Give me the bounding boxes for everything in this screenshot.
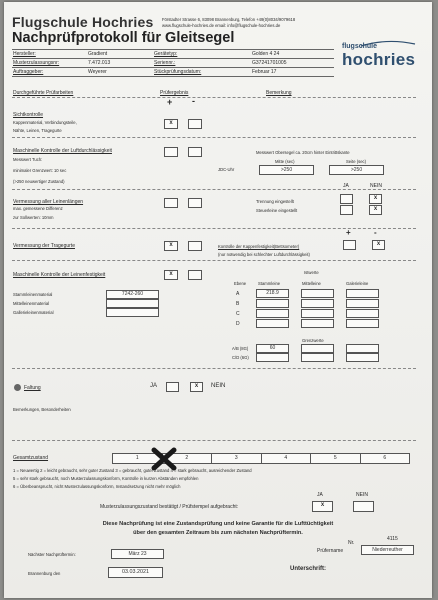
steuerleine-nein-checkbox[interactable]: x <box>369 205 382 215</box>
tragegurte-plus-checkbox[interactable]: x <box>164 241 178 251</box>
sichtkontrolle-line1: Kappenmaterial, Verbindungsteile, <box>13 120 77 125</box>
pruefername-field[interactable]: Niederreuther <box>361 545 414 555</box>
leinenlaengen-line1: max. gemessene Differenz <box>13 206 63 211</box>
ebene-label: Ebene <box>234 281 247 286</box>
faltung-nein-label: NEIN <box>211 383 226 389</box>
d-mittelleine-field[interactable] <box>301 319 334 328</box>
stammleine-col: Stammleine <box>258 281 281 286</box>
level-a: A <box>236 291 240 297</box>
b-stammleine-field[interactable] <box>256 299 289 308</box>
istwerte-label: Istwerte <box>304 270 319 275</box>
bemerkungen-label: Bemerkungen, Besonderheiten <box>13 407 71 412</box>
kontrolle-label: Kontrolle der Kappenfestigkeit(Bettsometer) <box>218 244 300 249</box>
mittelleinen-label: Mittelleinenmaterial <box>13 301 50 306</box>
gesamtzustand-heading: Gesamtzustand <box>13 455 49 461</box>
luft-line3: (>250 neuwertiger Zustand) <box>13 179 65 184</box>
col-bemerkung: Bemerkung <box>266 90 292 96</box>
muster-nein-label: NEIN <box>356 492 368 498</box>
nr-label: Nr. <box>348 540 355 546</box>
luft-mitte-label: Mitte (sec) <box>275 159 295 164</box>
auftraggeber-label: Auftraggeber: <box>13 69 44 75</box>
legend-line-1: 1 = Neuwertig 2 = leicht gebraucht, sehr guter Zustand 3 = gebraucht, guter Zustand 4 = stark gebraucht, ausreichender Zustand <box>13 468 252 473</box>
mittelleinen-field[interactable] <box>106 299 159 308</box>
faltung-ja-checkbox[interactable] <box>166 382 179 392</box>
luft-line1: Messwert Tuch: <box>13 157 43 162</box>
c-stammleine-field[interactable] <box>256 309 289 318</box>
cd-label: C/D (6G) <box>232 355 249 360</box>
tragegurte-minus-checkbox[interactable] <box>188 241 202 251</box>
luft-messwert-label: Messwert Obersegel ca. 20cm hinter Eintrittskante <box>256 150 350 155</box>
trennung-label: Trennung eingestellt <box>256 199 294 204</box>
pruefername-label: Prüfername <box>317 548 344 554</box>
notice-line-1: Diese Nachprüfung ist eine Zustandsprüfung und keine Garantie für die Lufttüchtigkeit <box>102 521 334 527</box>
luft-plus-checkbox[interactable] <box>164 147 178 157</box>
d-stammleine-field[interactable] <box>256 319 289 328</box>
unterschrift-label: Unterschrift: <box>290 566 327 572</box>
scale-2[interactable]: 2 <box>163 454 213 463</box>
hersteller-value: Gradient <box>88 51 108 57</box>
luft-heading: Maschinelle Kontrolle der Luftdurchlässigkeit <box>13 148 112 154</box>
cd-galerieleine-field[interactable] <box>346 353 379 362</box>
a-mittelleine-field[interactable] <box>301 289 334 298</box>
galerieleine-col: Galerieleine <box>346 281 369 286</box>
grenzwerte-label: Grenzwerte <box>302 338 324 343</box>
legend-line-2: 5 = sehr stark gebraucht, noch Musterzulassungskonform, Kontrolle in kurzen Abständen empfohlen <box>13 476 199 481</box>
ab-mittelleine-field[interactable] <box>301 344 334 353</box>
luft-seite-field[interactable]: >250 <box>329 165 384 175</box>
b-mittelleine-field[interactable] <box>301 299 334 308</box>
datum-field[interactable]: 03.03.2021 <box>108 567 163 578</box>
a-galerieleine-field[interactable] <box>346 289 379 298</box>
scale-4[interactable]: 4 <box>262 454 312 463</box>
leinenlaengen-minus-checkbox[interactable] <box>188 198 202 208</box>
leinenlaengen-plus-checkbox[interactable] <box>164 198 178 208</box>
leinenlaengen-line2: zur Sollwerten: 10mm <box>13 215 54 220</box>
steuerleine-label: Steuerleine eingestellt <box>256 208 298 213</box>
kontrolle-sub: (nur notwendig bei schlechter Luftdurchlässigkeit) <box>218 252 310 257</box>
sichtkontrolle-line2: Nähte, Leinen, Tragegurte <box>13 128 62 133</box>
auftraggeber-value: Weyerer <box>88 69 107 75</box>
scale-3[interactable]: 3 <box>212 454 262 463</box>
level-b: B <box>236 301 240 307</box>
col-minus: - <box>192 96 195 106</box>
leinenfestigkeit-plus-checkbox[interactable]: x <box>164 270 178 280</box>
sichtkontrolle-plus-checkbox[interactable]: x <box>164 119 178 129</box>
stammleinen-field[interactable]: 7242-260 <box>106 290 159 299</box>
logo-big-text: hochries <box>342 50 416 69</box>
musterzulassung-value: 7.472.013 <box>88 60 111 66</box>
brand-name: Flugschule Hochries <box>12 14 154 30</box>
stammleinen-label: Stammleinenmaterial <box>13 292 53 297</box>
logo-small-text: flugschule <box>342 43 378 50</box>
b-galerieleine-field[interactable] <box>346 299 379 308</box>
gallerie-label: Gallerieleinenmaterial <box>13 310 54 315</box>
seriennr-value: G37241701005 <box>252 60 287 66</box>
d-galerieleine-field[interactable] <box>346 319 379 328</box>
trennung-ja-checkbox[interactable] <box>340 194 353 204</box>
muster-ja-label: JA <box>317 492 323 498</box>
luft-device: JDC-Uhr <box>218 167 235 172</box>
ab-label: A/B (8G) <box>232 346 249 351</box>
col-durchgefuehrte: Durchgeführte Prüfarbeiten <box>13 90 74 96</box>
stueckpruefung-label: Stückprüfungsdatum: <box>154 69 202 75</box>
kontrolle-plus: + <box>346 228 351 237</box>
naechster-label: Nächster Nachprüftermin: <box>28 552 76 557</box>
sichtkontrolle-heading: Sichtkontrolle <box>13 112 44 118</box>
kontrolle-minus: - <box>374 228 377 237</box>
ab-stammleine-field[interactable]: 60 <box>256 344 289 353</box>
logo-swoosh-icon <box>359 40 417 48</box>
stueckpruefung-value: Februar 17 <box>252 69 277 75</box>
muster-ja-checkbox[interactable]: x <box>312 501 333 512</box>
musterzulassung-text: Musterzulassungszustand bestätigt / Prüfstempel aufgebracht: <box>100 504 239 510</box>
trennung-nein-checkbox[interactable]: x <box>369 194 382 204</box>
legend-line-3: 6 = Überbeansprucht, nicht Musterzulassungskonform, Instandsetzung nicht mehr möglich <box>13 484 181 489</box>
naechster-field[interactable]: März 23 <box>111 549 164 559</box>
muster-nein-checkbox[interactable] <box>353 501 374 512</box>
scale-6[interactable]: 6 <box>361 454 410 463</box>
kontrolle-plus-checkbox[interactable] <box>343 240 356 250</box>
address-line-1: Förstadter Strasse 6, 83098 Brannenburg, Telefon +49(0)8034/9079618 <box>162 17 296 22</box>
ort-label: Brannenburg den <box>28 571 61 576</box>
leinenlaengen-heading: Vermessung aller Leinenlängen <box>13 199 84 205</box>
kontrolle-minus-checkbox[interactable]: x <box>372 240 385 250</box>
tragegurte-heading: Vermessung der Tragegurte <box>13 243 75 249</box>
mittelleine-col: Mittelleine <box>302 281 321 286</box>
luft-mitte-field[interactable]: >250 <box>259 165 314 175</box>
protocol-sheet <box>4 2 432 598</box>
ab-galerieleine-field[interactable] <box>346 344 379 353</box>
notice-line-2: über den gesamten Zeitraum bis zum nächsten Nachprüftermin. <box>133 530 303 536</box>
scale-1[interactable]: 1 <box>113 454 163 463</box>
level-c: C <box>236 311 240 317</box>
faltung-label: Faltung <box>24 385 41 391</box>
col-pruefergebnis: Prüfergebnis <box>160 90 189 96</box>
c-galerieleine-field[interactable] <box>346 309 379 318</box>
gallerie-field[interactable] <box>106 308 159 317</box>
faltung-nein-checkbox[interactable]: x <box>190 382 203 392</box>
scale-5[interactable]: 5 <box>311 454 361 463</box>
col-plus: + <box>167 97 173 107</box>
faltung-icon <box>13 383 22 392</box>
steuerleine-ja-checkbox[interactable] <box>340 205 353 215</box>
leinen-nein-label: NEIN <box>370 183 382 189</box>
luft-line2: minimaler Grenzwert: 10 sec <box>13 168 67 173</box>
sichtkontrolle-minus-checkbox[interactable] <box>188 119 202 129</box>
document-title: Nachprüfprotokoll für Gleitsegel <box>12 30 235 46</box>
level-d: D <box>236 321 240 327</box>
leinenfestigkeit-minus-checkbox[interactable] <box>188 270 202 280</box>
leinenfestigkeit-heading: Maschinelle Kontrolle der Leinenfestigkeit <box>13 272 106 278</box>
hersteller-label: Hersteller: <box>13 51 36 57</box>
luft-minus-checkbox[interactable] <box>188 147 202 157</box>
geraetetyp-label: Gerätetyp: <box>154 51 178 57</box>
address-line-2: www.flugschule-hochries.de email: info@flugschule-hochries.de <box>162 23 281 28</box>
musterzulassung-label: Musterzulassungsnr: <box>13 60 60 66</box>
c-mittelleine-field[interactable] <box>301 309 334 318</box>
nr-value: 4115 <box>387 536 398 542</box>
luft-seite-label: Seite (sec) <box>346 159 367 164</box>
seriennr-label: Seriennr.: <box>154 60 176 66</box>
leinen-ja-label: JA <box>343 183 349 189</box>
cd-stammleine-field[interactable] <box>256 353 289 362</box>
cd-mittelleine-field[interactable] <box>301 353 334 362</box>
faltung-ja-label: JA <box>150 383 158 389</box>
geraetetyp-value: Golden 4 24 <box>252 51 280 57</box>
a-stammleine-field[interactable]: 218.9 <box>256 289 289 298</box>
